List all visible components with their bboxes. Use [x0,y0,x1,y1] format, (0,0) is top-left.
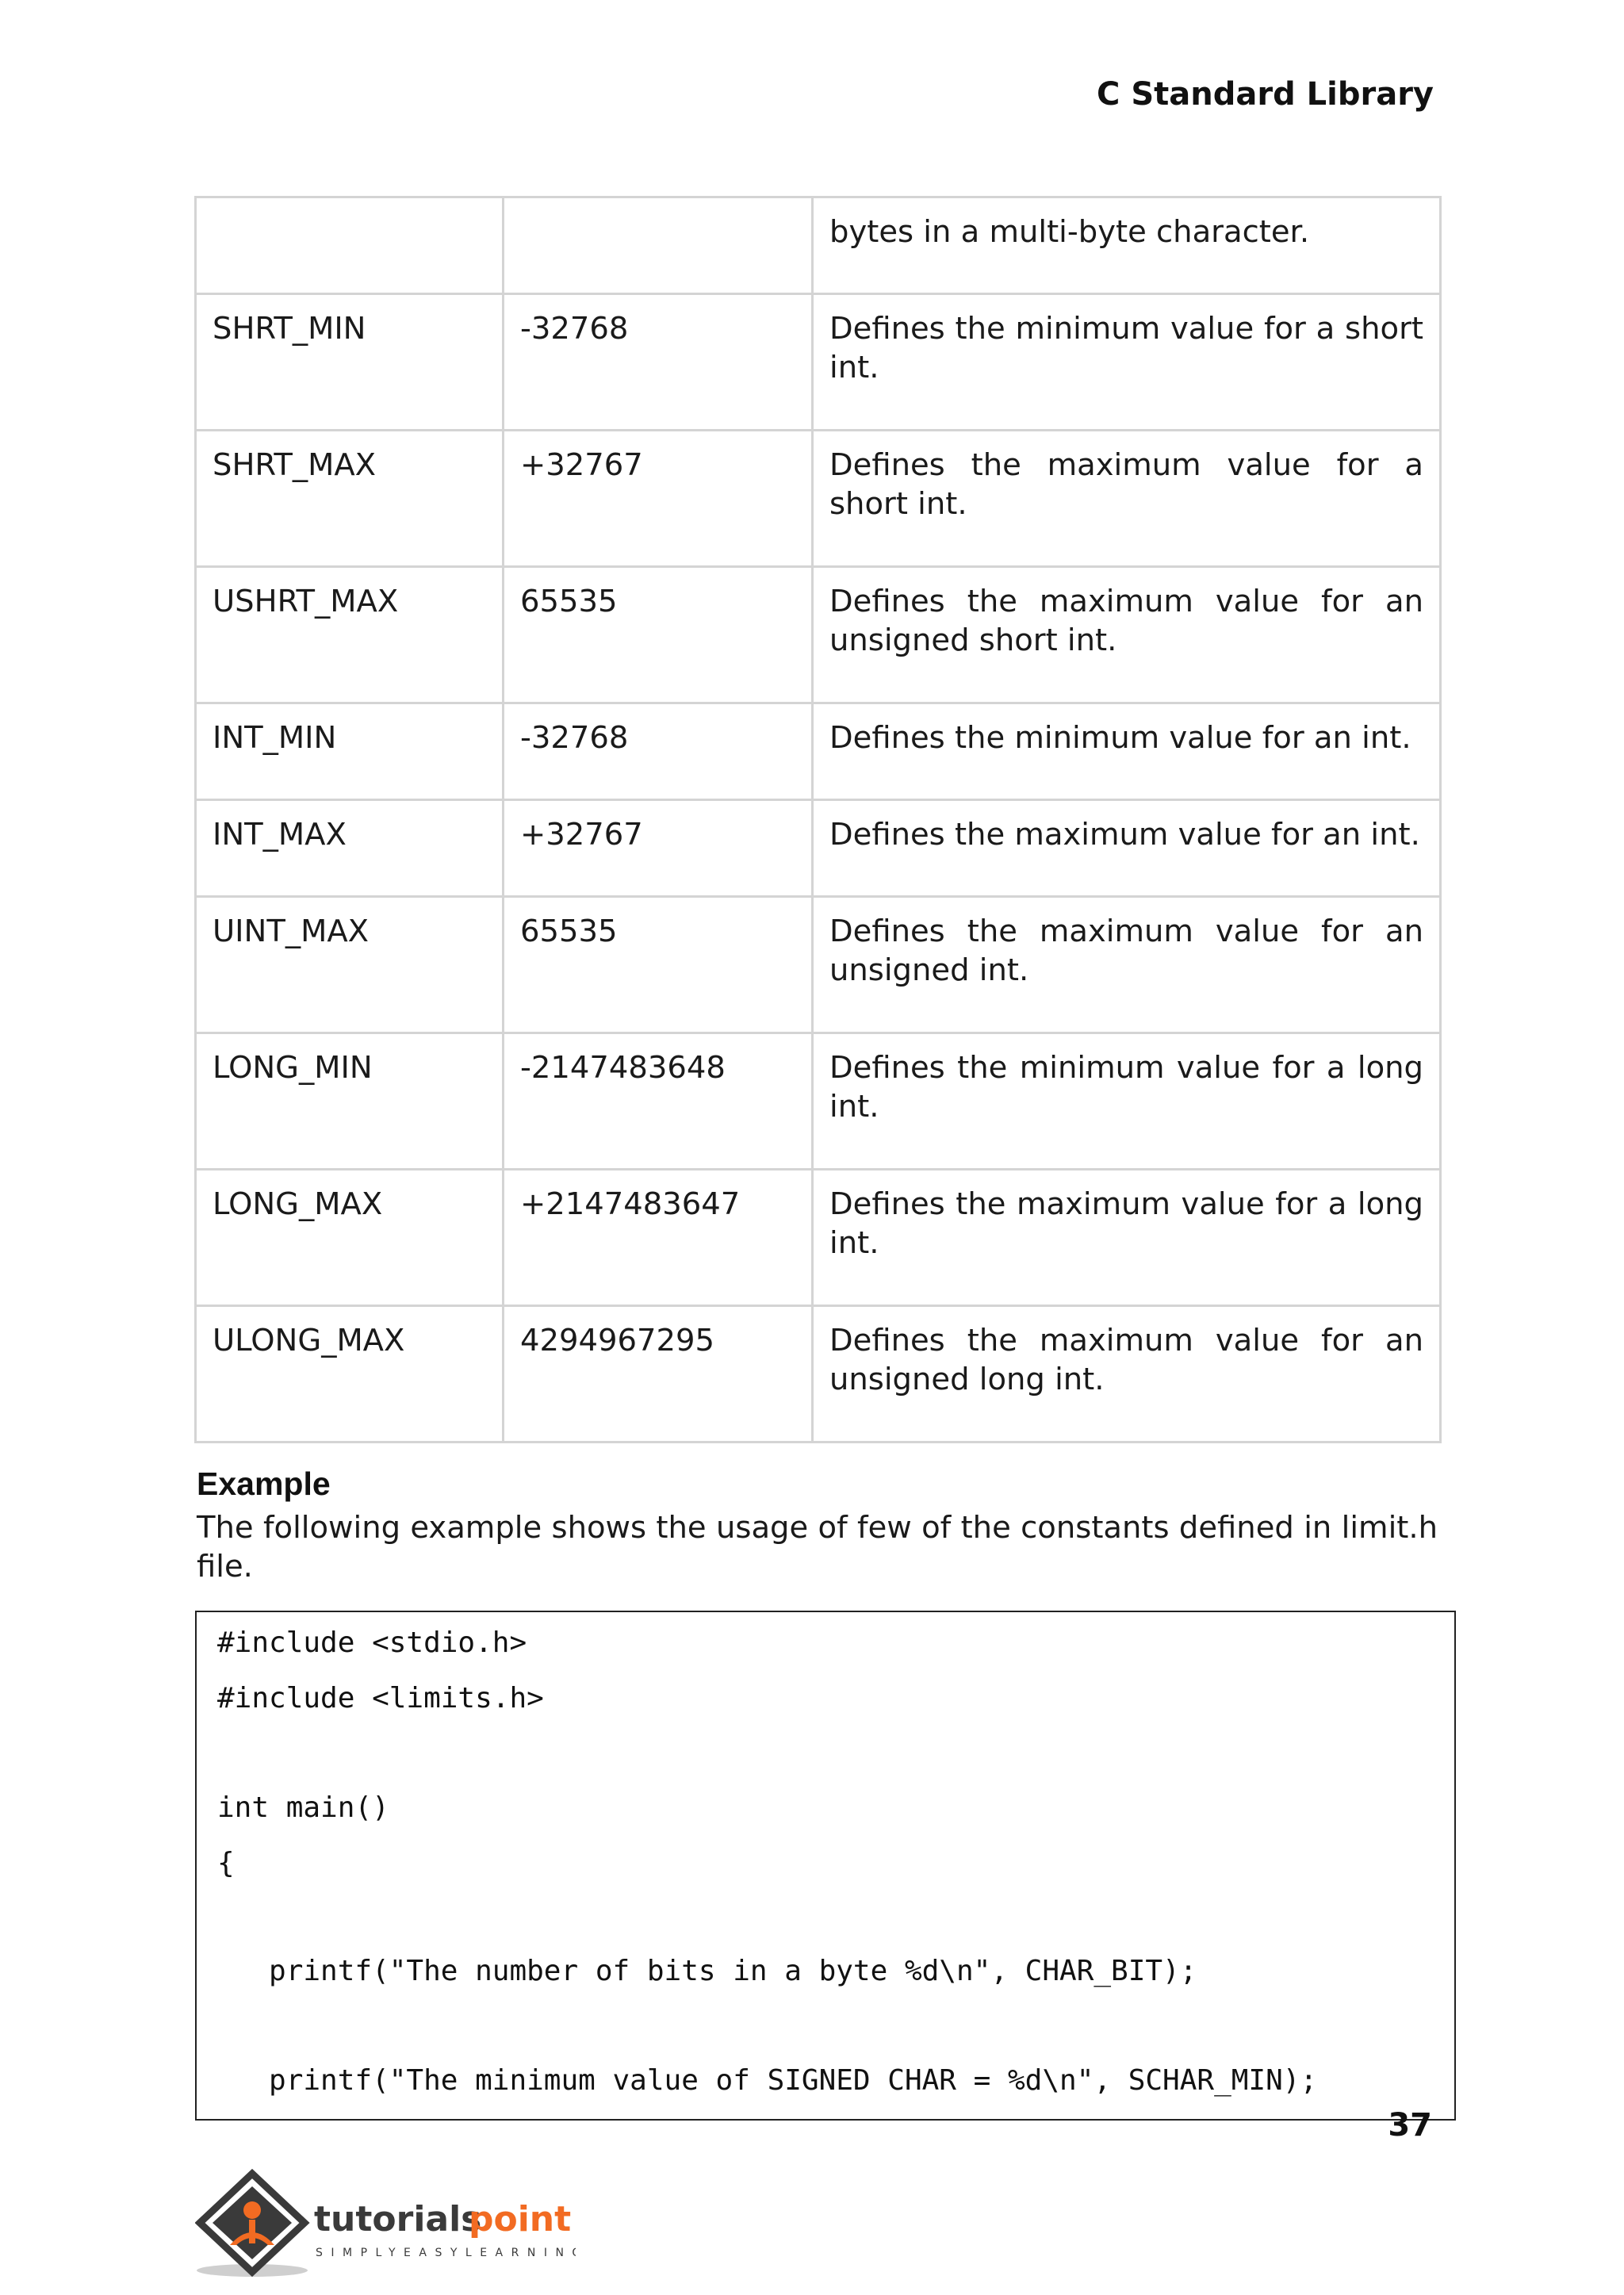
constant-name-cell: INT_MAX [196,800,504,897]
constant-value-cell: +32767 [504,800,813,897]
code-line: #include <stdio.h> [217,1626,527,1659]
running-header: C Standard Library [1097,76,1434,113]
code-line: printf("The minimum value of SIGNED CHAR = %d\n", SCHAR_MIN); [217,2064,1318,2097]
constant-name-cell: USHRT_MAX [196,567,504,703]
table-row [196,197,1441,294]
table-row [196,294,1441,431]
table-row [196,567,1441,703]
constant-name-cell [196,197,504,294]
code-line: { [217,1847,235,1879]
limits-table [194,196,1442,1443]
constant-value-cell [504,197,813,294]
constant-description-cell: bytes in a multi-byte character. [813,197,1441,294]
constant-description-cell: Defines the maximum value for an unsigned short int. [813,567,1441,703]
code-line: #include <limits.h> [217,1682,544,1715]
constant-name-cell: UINT_MAX [196,897,504,1033]
page-number: 37 [1388,2107,1432,2144]
constant-name-cell: SHRT_MIN [196,294,504,431]
constant-value-cell: 65535 [504,567,813,703]
table-row [196,431,1441,567]
example-heading: Example [197,1466,331,1502]
constant-description-cell: Defines the minimum value for a short int. [813,294,1441,431]
constant-name-cell: ULONG_MAX [196,1306,504,1443]
table-row [196,703,1441,800]
constant-description-cell: Defines the maximum value for an unsigned int. [813,897,1441,1033]
constant-description-cell: Defines the minimum value for an int. [813,703,1441,800]
table-row [196,1033,1441,1170]
constant-description-cell: Defines the maximum value for an int. [813,800,1441,897]
constant-name-cell: SHRT_MAX [196,431,504,567]
code-block [195,1611,1456,2121]
tutorialspoint-logo [195,2167,576,2278]
constant-name-cell: LONG_MAX [196,1170,504,1306]
logo-wordmark-main: tutorials [314,2199,482,2239]
logo-wordmark-accent: point [469,2199,572,2239]
constant-value-cell: -32768 [504,294,813,431]
constant-value-cell: 4294967295 [504,1306,813,1443]
constant-value-cell: 65535 [504,897,813,1033]
example-description: The following example shows the usage of few of the constants defined in limit.h file. [197,1510,1438,1584]
constant-description-cell: Defines the maximum value for an unsigned long int. [813,1306,1441,1443]
constant-value-cell: -2147483648 [504,1033,813,1170]
constant-description-cell: Defines the maximum value for a long int. [813,1170,1441,1306]
constant-value-cell: -32768 [504,703,813,800]
logo-tagline: SIMPLYEASYLEARNING [316,2247,576,2259]
table-row [196,897,1441,1033]
code-line: int main() [217,1791,389,1824]
constant-value-cell: +2147483647 [504,1170,813,1306]
constant-value-cell: +32767 [504,431,813,567]
logo-head-icon [243,2201,261,2219]
code-line: printf("The number of bits in a byte %d\n", CHAR_BIT); [217,1955,1197,1987]
constant-name-cell: LONG_MIN [196,1033,504,1170]
constant-description-cell: Defines the minimum value for a long int. [813,1033,1441,1170]
table-row [196,800,1441,897]
tutorialspoint-logo-graphic [195,2167,576,2278]
constant-name-cell: INT_MIN [196,703,504,800]
table-row [196,1170,1441,1306]
table-row [196,1306,1441,1443]
constant-description-cell: Defines the maximum value for a short int. [813,431,1441,567]
